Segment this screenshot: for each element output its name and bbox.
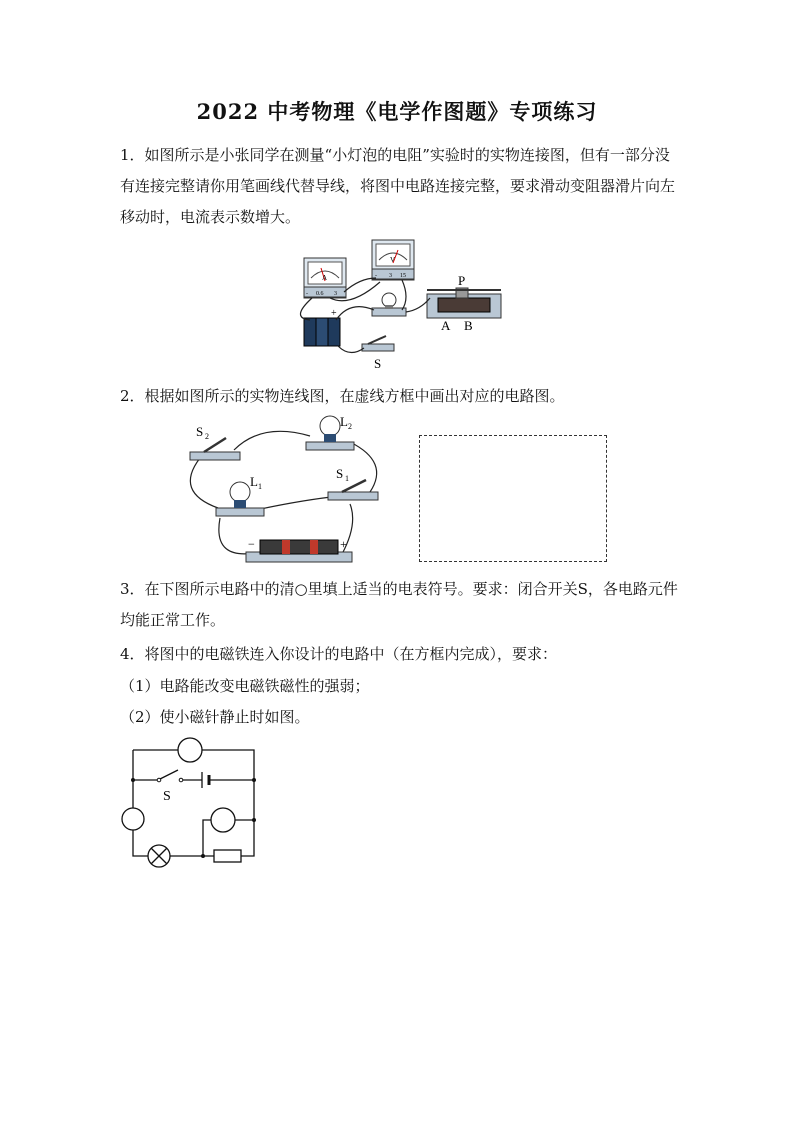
- page-title: 2022 中考物理《电学作图题》专项练习: [196, 99, 598, 124]
- question-2-text: 2．根据如图所示的实物连线图，在虚线方框中画出对应的电路图。: [120, 387, 565, 405]
- ammeter-terminal-06: 0.6: [316, 291, 324, 297]
- s1-subscript: 1: [345, 474, 349, 483]
- l2-label: L: [340, 414, 348, 429]
- q1-circuit-figure: [290, 238, 515, 373]
- switch-s1: [328, 466, 378, 500]
- voltmeter-terminal-15: 15: [400, 273, 406, 279]
- answer-dashed-box[interactable]: [419, 435, 607, 562]
- ammeter-terminal-minus: -: [306, 291, 308, 297]
- question-4-intro: 4．将图中的电磁铁连入你设计的电路中（在方框内完成），要求：: [120, 645, 558, 663]
- switch-label-s: S: [374, 356, 382, 371]
- rheostat: [427, 273, 501, 333]
- bulb-l1: [216, 474, 264, 516]
- question-1-text: 1．如图所示是小张同学在测量“小灯泡的电阻”实验时的实物连接图，但有一部分没有连接完整请你用笔画线代替导线，将图中电路连接完整，要求滑动变阻器滑片向左移动时，电流表示数增大。: [120, 146, 676, 226]
- ammeter: [304, 258, 346, 298]
- l1-subscript: 1: [258, 482, 262, 491]
- s2-subscript: 2: [205, 432, 209, 441]
- meter-circle-left[interactable]: [122, 808, 144, 830]
- q3-circuit-diagram: [120, 738, 270, 868]
- terminal-label-a: A: [441, 318, 451, 333]
- lamp-symbol: [148, 845, 170, 867]
- s2-label: S: [196, 424, 204, 439]
- l1-label: L: [250, 474, 258, 489]
- switch-s: [362, 336, 394, 371]
- battery-minus: −: [248, 537, 255, 551]
- resistor-symbol: [214, 850, 241, 862]
- battery-plus: +: [331, 308, 337, 319]
- terminal-label-b: B: [464, 318, 473, 333]
- s1-label: S: [336, 466, 344, 481]
- battery-symbol: [202, 772, 209, 788]
- switch-s2: [190, 424, 240, 460]
- voltmeter-letter: V: [390, 256, 396, 264]
- question-4-req-1: （1）电路能改变电磁铁磁性的强弱；: [120, 677, 370, 695]
- question-4-req-2: （2）使小磁针静止时如图。: [120, 708, 310, 726]
- slider-label-p: P: [458, 273, 466, 288]
- l2-subscript: 2: [348, 422, 352, 431]
- voltmeter-terminal-minus: -: [375, 273, 377, 279]
- ammeter-letter: A: [322, 274, 328, 282]
- voltmeter: [372, 240, 414, 280]
- switch-label: S: [163, 789, 171, 804]
- bulb: [372, 293, 406, 316]
- battery: [304, 308, 340, 346]
- meter-circle-right[interactable]: [211, 808, 235, 832]
- battery-plus-q2: +: [340, 537, 347, 551]
- q2-circuit-figure: [182, 412, 392, 570]
- meter-circle-top[interactable]: [178, 738, 202, 762]
- bulb-l2: [306, 414, 354, 450]
- ammeter-terminal-3: 3: [334, 291, 337, 297]
- voltmeter-terminal-3: 3: [389, 273, 392, 279]
- question-3-text: 3．在下图所示电路中的清○里填上适当的电表符号。要求：闭合开关S，各电路元件均能正常工作。: [120, 580, 678, 629]
- battery-q2: [246, 537, 352, 562]
